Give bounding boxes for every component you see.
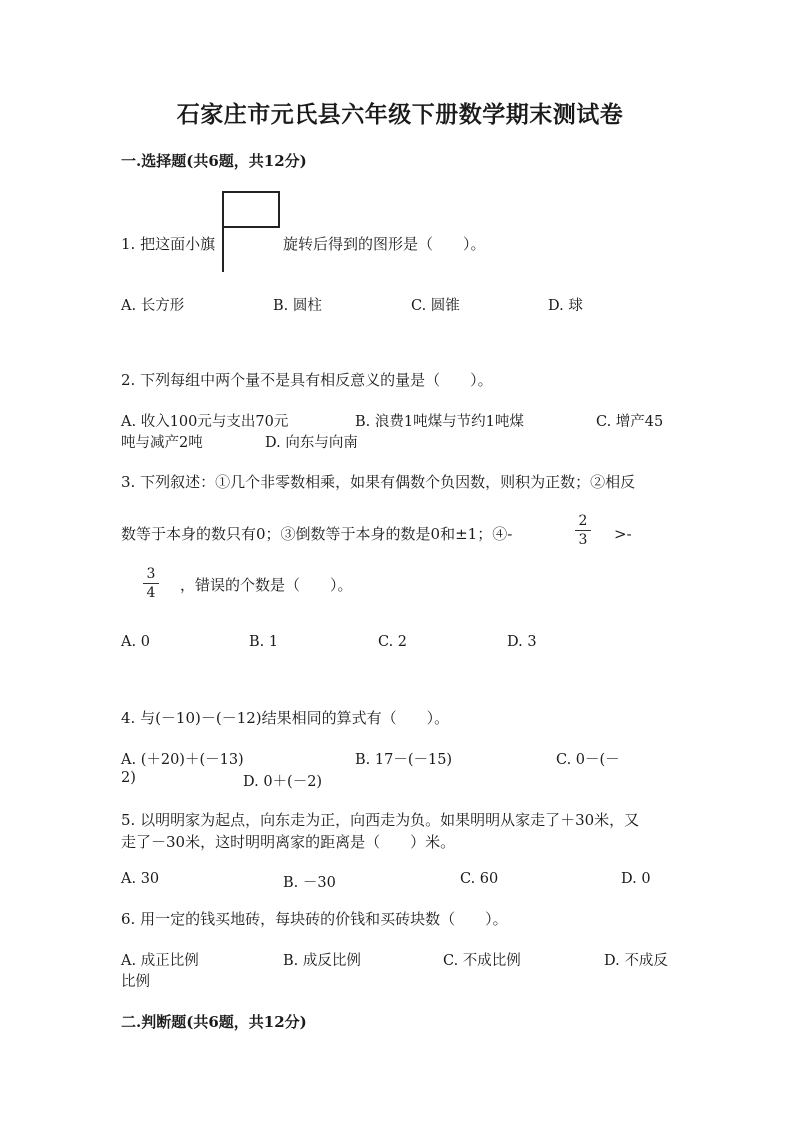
question-2-text: 2. 下列每组中两个量不是具有相反意义的量是（ ）。 (121, 371, 493, 389)
q2-option-b: B. 浪费1吨煤与节约1吨煤 (355, 414, 524, 430)
q5-option-d: D. 0 (621, 871, 651, 887)
q1-option-a: A. 长方形 (121, 298, 185, 314)
q3-option-c: C. 2 (378, 634, 408, 650)
q2-option-a: A. 收入100元与支出70元 (121, 414, 289, 430)
question-1-text-end: 旋转后得到的图形是（ ）。 (283, 235, 486, 253)
question-1-text-start: 1. 把这面小旗 (121, 235, 216, 253)
fraction-numerator: 2 (578, 513, 588, 529)
q3-option-b: B. 1 (249, 634, 279, 650)
q4-option-d: D. 0＋(－2) (243, 774, 323, 790)
q2-option-c: C. 增产45 (596, 414, 664, 430)
fraction-denominator: 4 (146, 585, 156, 601)
fraction-numerator: 3 (146, 566, 156, 582)
flag-figure-icon (218, 190, 282, 274)
q1-option-c: C. 圆锥 (411, 298, 460, 314)
q6-option-b: B. 成反比例 (283, 953, 361, 969)
question-3-line-2: 数等于本身的数只有0；③倒数等于本身的数是0和±1；④- (121, 525, 513, 543)
question-5-line-1: 5. 以明明家为起点，向东走为正，向西走为负。如果明明从家走了＋30米，又 (121, 811, 640, 829)
q2-option-c-cont: 吨与减产2吨 (121, 435, 203, 451)
q1-option-b: B. 圆柱 (273, 298, 322, 314)
q6-option-d-cont: 比例 (121, 974, 150, 990)
section-heading-choice: 一.选择题(共6题，共12分) (121, 152, 307, 170)
fraction-two-thirds (575, 513, 591, 548)
fraction-three-quarters (143, 566, 159, 601)
q4-option-a: A. (＋20)＋(－13) (121, 752, 244, 768)
question-6-text: 6. 用一定的钱买地砖，每块砖的价钱和买砖块数（ ）。 (121, 910, 508, 928)
question-3-greater-than: >- (614, 525, 632, 543)
page-title: 石家庄市元氏县六年级下册数学期末测试卷 (176, 101, 624, 128)
section-heading-judgment: 二.判断题(共6题，共12分) (121, 1013, 307, 1031)
q3-option-a: A. 0 (121, 634, 150, 650)
q1-option-d: D. 球 (548, 298, 583, 314)
fraction-denominator: 3 (578, 532, 588, 548)
fraction-bar (143, 583, 159, 584)
q4-option-c: C. 0－(－ (556, 752, 620, 768)
fraction-bar (575, 530, 591, 531)
q3-option-d: D. 3 (507, 634, 537, 650)
q2-option-d: D. 向东与向南 (265, 435, 358, 451)
question-3-line-3: ，错误的个数是（ ）。 (180, 576, 353, 594)
q5-option-a: A. 30 (121, 871, 160, 887)
q4-option-c-cont: 2) (121, 770, 136, 786)
question-4-text: 4. 与(－10)－(－12)结果相同的算式有（ ）。 (121, 709, 450, 727)
q4-option-b: B. 17－(－15) (355, 752, 453, 768)
q5-option-c: C. 60 (460, 871, 499, 887)
question-3-line-1: 3. 下列叙述：①几个非零数相乘，如果有偶数个负因数，则积为正数；②相反 (121, 473, 636, 491)
question-5-line-2: 走了－30米，这时明明离家的距离是（ ）米。 (121, 833, 456, 851)
q6-option-a: A. 成正比例 (121, 953, 199, 969)
q6-option-c: C. 不成比例 (443, 953, 521, 969)
q6-option-d: D. 不成反 (604, 953, 668, 969)
q5-option-b: B. －30 (283, 875, 336, 891)
